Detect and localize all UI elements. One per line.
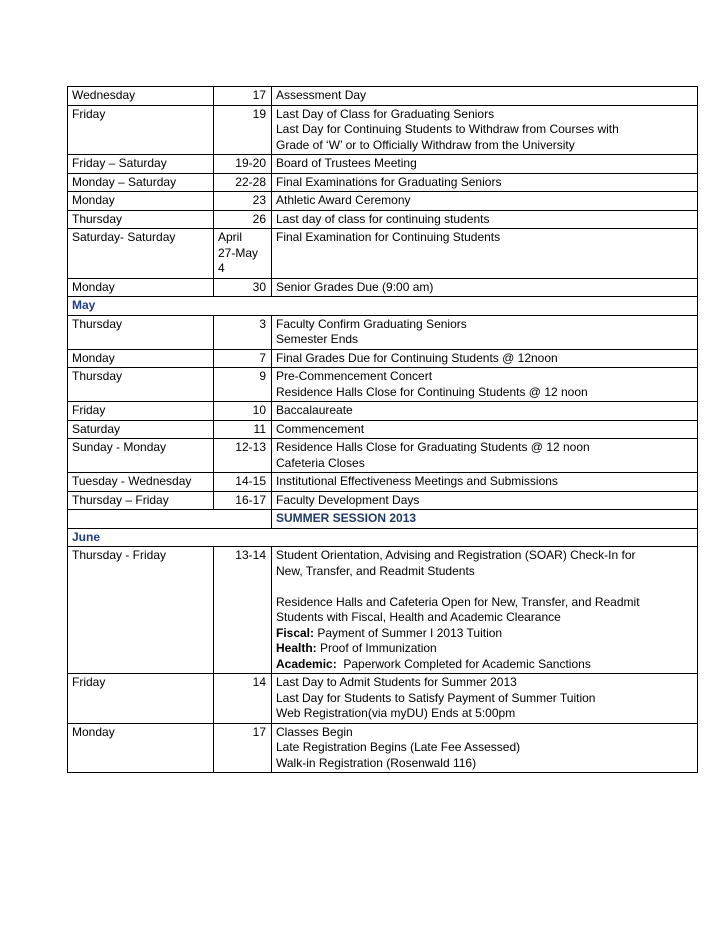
event-line: Senior Grades Due (9:00 am) (276, 279, 434, 294)
event-line: Student Orientation, Advising and Registration (SOAR) Check-In for (276, 548, 636, 562)
event-line: Assessment Day (276, 88, 367, 102)
day-cell: Friday (68, 105, 214, 155)
table-row (68, 349, 698, 368)
date-cell: 19-20 (214, 155, 272, 174)
date-cell: 7 (214, 349, 272, 368)
table-row (68, 674, 698, 724)
date-cell: 3 (214, 315, 272, 349)
table-row (68, 210, 698, 229)
health-clearance-line (276, 641, 692, 657)
fiscal-label: Fiscal: (276, 625, 315, 640)
event-line: Residence Halls and Cafeteria Open for New, Transfer, and Readmit (276, 594, 640, 609)
event-cell (272, 491, 698, 510)
day-cell: Friday (68, 402, 214, 421)
table-row (68, 547, 698, 674)
health-label: Health: (276, 641, 317, 655)
day-cell: Sunday - Monday (68, 439, 214, 473)
date-cell: 22-28 (214, 173, 272, 192)
table-row (68, 229, 698, 279)
date-cell: 14 (214, 674, 272, 724)
day-cell: Monday (68, 192, 214, 211)
event-line: Grade of ‘W’ or to Officially Withdraw from the University (276, 137, 575, 152)
date-line: April (218, 230, 243, 244)
event-line: Residence Halls Close for Continuing Students @ 12 noon (276, 384, 588, 399)
event-cell (272, 87, 698, 106)
date-line: 4 (218, 261, 225, 275)
event-line: Baccalaureate (276, 403, 353, 417)
day-cell: Monday (68, 723, 214, 773)
fiscal-text: Payment of Summer I 2013 Tuition (314, 625, 503, 640)
june-section (68, 674, 698, 773)
event-line: Late Registration Begins (Late Fee Assessed) (276, 740, 521, 754)
event-cell (272, 674, 698, 724)
date-cell: 14-15 (214, 473, 272, 492)
event-cell (272, 192, 698, 211)
event-line: Web Registration(via myDU) Ends at 5:00pm (276, 706, 516, 720)
event-line: Residence Halls Close for Graduating Students @ 12 noon (276, 440, 590, 454)
table-row (68, 315, 698, 349)
session-title-spacer (68, 510, 272, 529)
table-row (68, 105, 698, 155)
date-cell: 13-14 (214, 547, 272, 674)
table-row (68, 473, 698, 492)
academic-text: Paperwork Completed for Academic Sanctions (336, 656, 591, 671)
event-line: Final Grades Due for Continuing Students @ 12noon (276, 350, 558, 365)
date-cell: 11 (214, 420, 272, 439)
table-row (68, 87, 698, 106)
event-cell (272, 368, 698, 402)
event-cell (272, 105, 698, 155)
event-cell (272, 278, 698, 297)
table-row (68, 368, 698, 402)
table-row (68, 402, 698, 421)
day-cell: Thursday – Friday (68, 491, 214, 510)
day-cell: Tuesday - Wednesday (68, 473, 214, 492)
event-line: Last Day for Continuing Students to Withdraw from Courses with (276, 122, 619, 136)
may-section (68, 315, 698, 510)
event-line: Semester Ends (276, 332, 359, 346)
table-row (68, 439, 698, 473)
table-row (68, 491, 698, 510)
event-line: Faculty Development Days (276, 492, 420, 507)
table-row (68, 192, 698, 211)
day-cell: Monday (68, 278, 214, 297)
event-line: New, Transfer, and Readmit Students (276, 563, 475, 578)
event-line: Final Examinations for Graduating Seniors (276, 174, 502, 189)
date-cell: 26 (214, 210, 272, 229)
event-line: Classes Begin (276, 724, 353, 739)
event-line: Students with Fiscal, Health and Academic Clearance (276, 610, 561, 624)
event-line: Institutional Effectiveness Meetings and Submissions (276, 474, 558, 488)
month-heading-row (68, 528, 698, 547)
event-cell (272, 173, 698, 192)
event-cell (272, 210, 698, 229)
summer-session-section (68, 510, 698, 674)
event-line: Commencement (276, 421, 365, 436)
event-cell (272, 473, 698, 492)
event-cell (272, 439, 698, 473)
event-line: Final Examination for Continuing Students (276, 230, 501, 244)
health-text: Proof of Immunization (316, 641, 437, 655)
table-row (68, 420, 698, 439)
event-line: Last Day of Class for Graduating Seniors (276, 106, 495, 121)
date-cell (214, 229, 272, 279)
academic-clearance-line (276, 657, 692, 673)
date-cell: 12-13 (214, 439, 272, 473)
month-heading-may: May (68, 297, 698, 316)
academic-label: Academic: (276, 656, 337, 671)
day-cell: Thursday (68, 210, 214, 229)
date-cell: 16-17 (214, 491, 272, 510)
day-cell: Monday (68, 349, 214, 368)
event-cell (272, 155, 698, 174)
day-cell: Thursday (68, 368, 214, 402)
event-line: Walk-in Registration (Rosenwald 116) (276, 755, 477, 770)
event-line: Last Day for Students to Satisfy Payment of Summer Tuition (276, 690, 596, 705)
date-cell: 10 (214, 402, 272, 421)
day-cell: Saturday (68, 420, 214, 439)
event-line: Last Day to Admit Students for Summer 2013 (276, 675, 517, 689)
fiscal-clearance-line (276, 626, 692, 642)
table-row (68, 155, 698, 174)
table-row (68, 278, 698, 297)
day-cell: Friday (68, 674, 214, 724)
event-line: Last day of class for continuing students (276, 211, 490, 226)
date-cell: 9 (214, 368, 272, 402)
month-heading-june: June (68, 528, 698, 547)
event-cell (272, 420, 698, 439)
event-cell (272, 723, 698, 773)
month-heading-row (68, 297, 698, 316)
day-cell: Friday – Saturday (68, 155, 214, 174)
session-title-row (68, 510, 698, 529)
event-cell (272, 315, 698, 349)
day-cell: Thursday (68, 315, 214, 349)
date-line: 27-May (218, 245, 259, 260)
date-cell: 17 (214, 87, 272, 106)
day-cell: Wednesday (68, 87, 214, 106)
event-line: Board of Trustees Meeting (276, 156, 417, 170)
table-row (68, 723, 698, 773)
event-line: Pre-Commencement Concert (276, 369, 433, 383)
may-heading-section (68, 297, 698, 316)
date-cell: 19 (214, 105, 272, 155)
event-line: Athletic Award Ceremony (276, 193, 411, 207)
line-gap (276, 579, 692, 595)
date-cell: 30 (214, 278, 272, 297)
date-cell: 17 (214, 723, 272, 773)
event-line: Cafeteria Closes (276, 455, 365, 470)
event-cell (272, 229, 698, 279)
event-cell (272, 349, 698, 368)
table-row (68, 173, 698, 192)
date-cell: 23 (214, 192, 272, 211)
april-section (68, 87, 698, 297)
summer-session-title: SUMMER SESSION 2013 (272, 510, 698, 529)
event-cell (272, 547, 698, 674)
day-cell: Saturday- Saturday (68, 229, 214, 279)
event-cell (272, 402, 698, 421)
academic-calendar-table (67, 86, 698, 773)
day-cell: Monday – Saturday (68, 173, 214, 192)
event-line: Faculty Confirm Graduating Seniors (276, 316, 467, 331)
day-cell: Thursday - Friday (68, 547, 214, 674)
